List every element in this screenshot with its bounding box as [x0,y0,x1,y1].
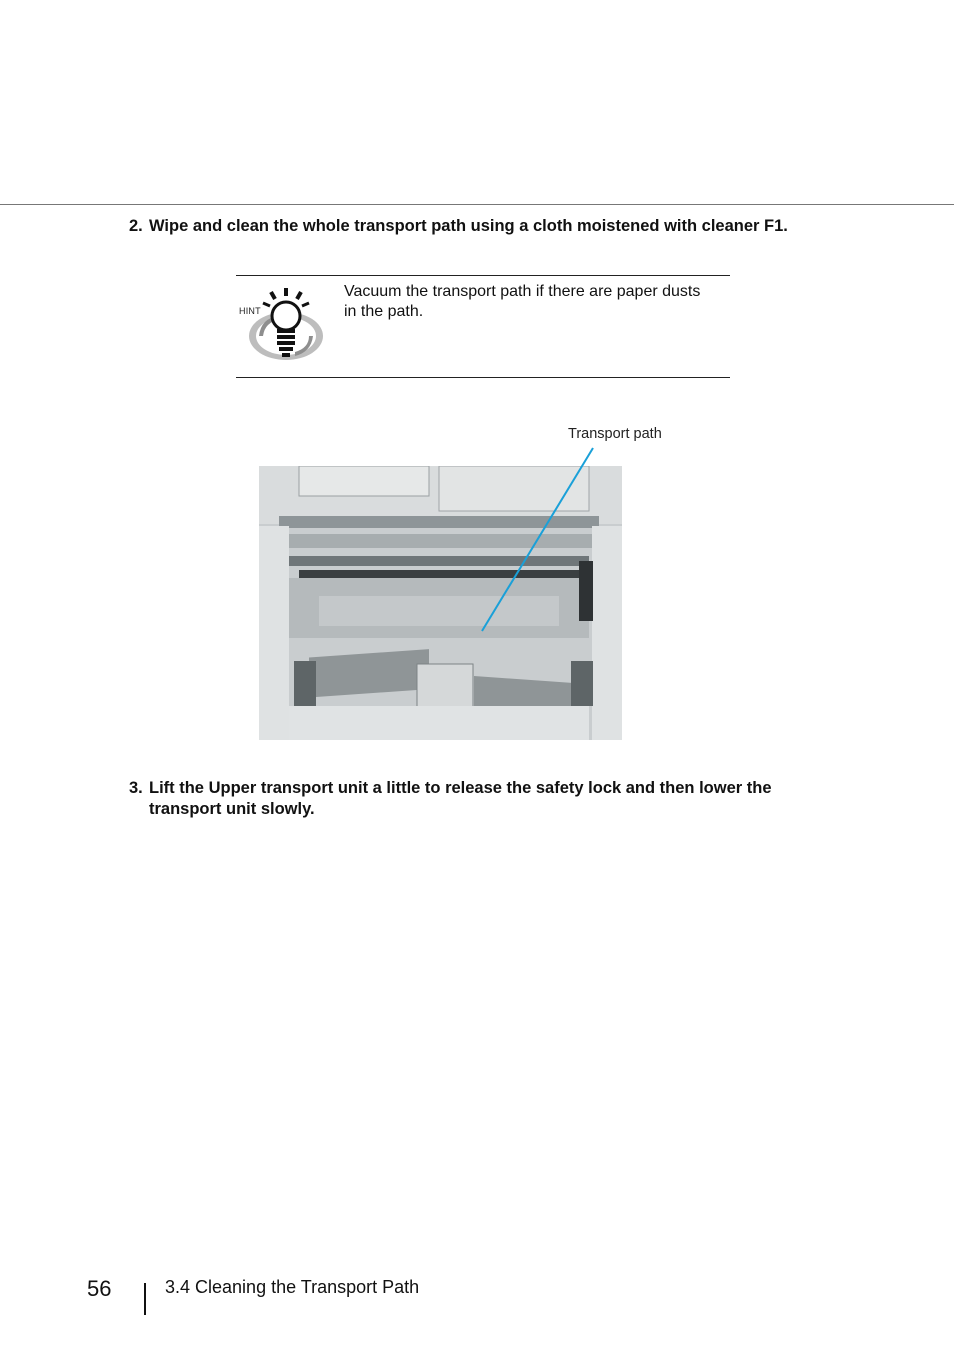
step-2 [129,216,788,237]
footer-rule [144,1283,146,1315]
page-number: 56 [87,1276,112,1301]
step-3-text-line1: Lift the Upper transport unit a little to release the safety lock and then lower the [149,779,772,797]
step-3-text-line2: transport unit slowly. [149,799,315,818]
callout-label-transport-path: Transport path [568,426,662,442]
header-rule [0,204,954,205]
hint-label: HINT [239,306,261,316]
step-2-text: Wipe and clean the whole transport path using a cloth moistened with cleaner F1. [149,217,788,235]
hint-text: Vacuum the transport path if there are paper dusts in the path. [344,283,701,320]
step-2-number: 2. [129,217,143,235]
scanner-transport-photo [259,466,622,740]
hint-box [236,275,730,378]
step-3 [129,778,772,819]
step-3-number: 3. [129,779,143,797]
footer-section-title: 3.4 Cleaning the Transport Path [165,1277,420,1297]
lightbulb-icon [239,286,325,366]
